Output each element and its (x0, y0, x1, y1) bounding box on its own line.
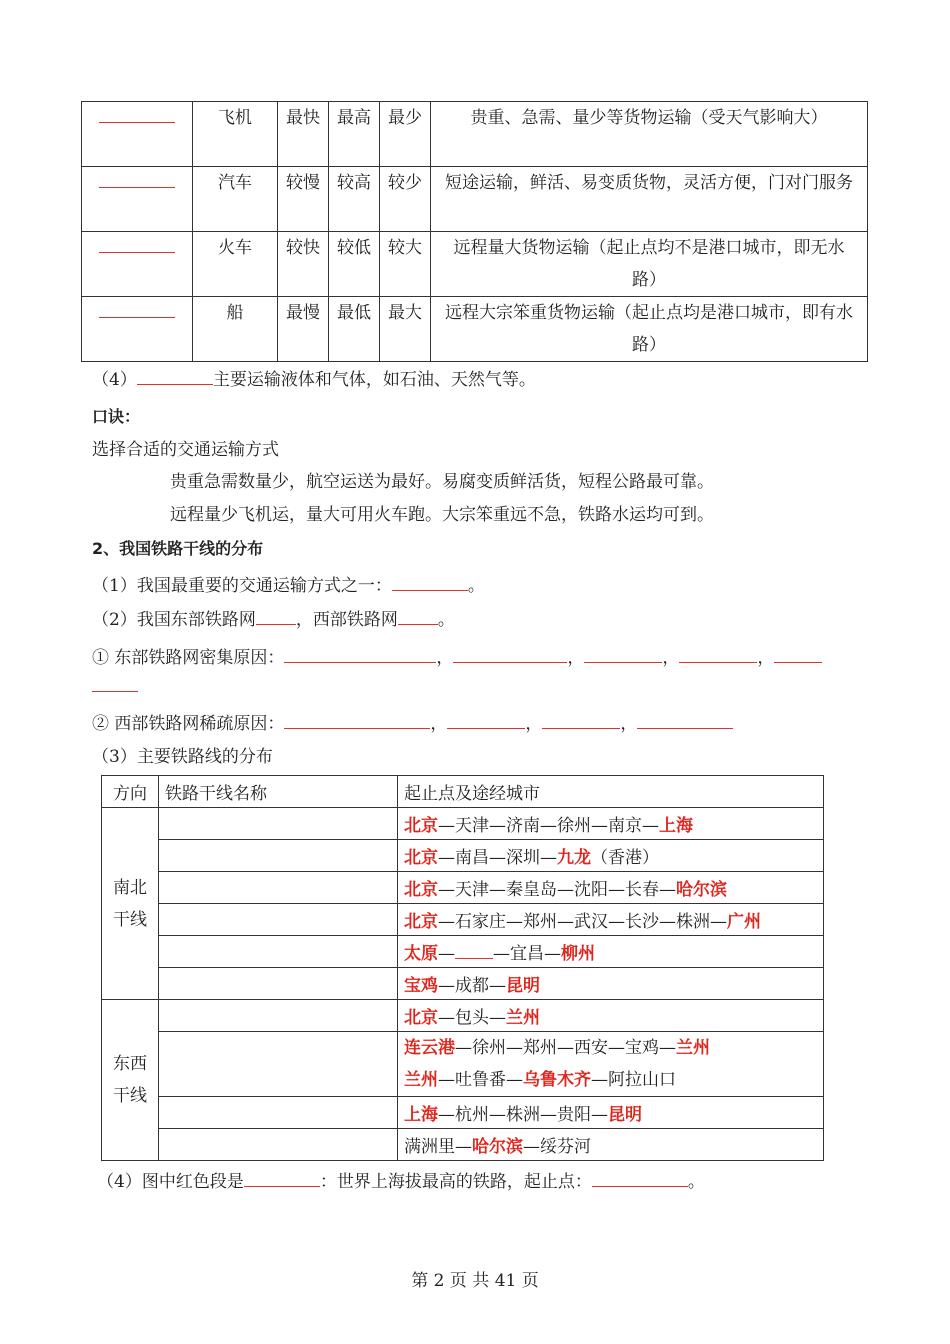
stations-cell: 北京—天津—济南—徐州—南京—上海 (398, 808, 824, 840)
question-2: （2）我国东部铁路网 ，西部铁路网 。 (92, 605, 455, 630)
answer-blank (584, 645, 662, 663)
stations-cell: 宝鸡—成都—昆明 (398, 968, 824, 1000)
desc-cell: 贵重、急需、量少等货物运输（受天气影响大） (431, 102, 868, 167)
stations-cell: 上海—杭州—株洲—贵阳—昆明 (398, 1097, 824, 1129)
question-4-red-segment: （4）图中红色段是 ：世界上海拔最高的铁路，起止点： 。 (97, 1167, 705, 1192)
stations-cell: 北京—天津—秦皇岛—沈阳—长春—哈尔滨 (398, 872, 824, 904)
answer-blank (398, 607, 438, 625)
desc-cell: 远程量大货物运输（起止点均不是港口城市，即无水路） (431, 232, 868, 297)
line-name-blank (159, 1097, 398, 1129)
east-reason-cont (92, 674, 138, 697)
speed-cell: 最慢 (278, 297, 329, 362)
stations-cell: 满洲里—哈尔滨—绥芬河 (398, 1129, 824, 1161)
question-3: （3）主要铁路线的分布 (92, 747, 273, 767)
line-name-blank (159, 936, 398, 968)
line-name-blank (159, 904, 398, 936)
mode-cell: 飞机 (193, 102, 278, 167)
table-header-row (102, 776, 824, 808)
answer-blank (542, 711, 620, 729)
table-row (102, 872, 824, 904)
line-name-blank (159, 872, 398, 904)
speed-cell: 较慢 (278, 167, 329, 232)
stations-cell: 连云港—徐州—郑州—西安—宝鸡—兰州 兰州—吐鲁番—乌鲁木齐—阿拉山口 (398, 1032, 824, 1097)
table-row (102, 936, 824, 968)
line-name-blank (159, 1129, 398, 1161)
question-1: （1）我国最重要的交通运输方式之一： 。 (92, 571, 485, 596)
table-row (102, 904, 824, 936)
table-row (102, 1129, 824, 1161)
volume-cell: 较少 (380, 167, 431, 232)
line-name-blank (159, 968, 398, 1000)
table-row (82, 232, 868, 297)
cost-cell: 较低 (329, 232, 380, 297)
answer-blank (392, 573, 468, 591)
pipeline-question: （4） 主要运输液体和气体，如石油、天然气等。 (92, 365, 536, 390)
answer-blank (774, 645, 822, 663)
answer-blank (447, 711, 525, 729)
answer-blank (592, 1169, 688, 1187)
answer-blank (679, 645, 757, 663)
mnemonic-line: 贵重急需数量少，航空运送为最好。易腐变质鲜活货，短程公路最可靠。 (170, 472, 714, 492)
table-row (102, 1000, 824, 1032)
table-row (82, 297, 868, 362)
mnemonic-title: 口诀： (92, 407, 141, 426)
table-row (102, 1097, 824, 1129)
answer-blank (92, 674, 138, 692)
west-reason: ② 西部铁路网稀疏原因： ， ， ， (92, 709, 733, 734)
answer-blank-cell (82, 102, 193, 167)
header-line-name: 铁路干线名称 (159, 776, 398, 808)
stations-cell: 太原— —宜昌—柳州 (398, 936, 824, 968)
table-row (82, 102, 868, 167)
answer-blank (637, 711, 733, 729)
answer-blank (284, 645, 436, 663)
volume-cell: 最大 (380, 297, 431, 362)
transport-table (81, 101, 868, 362)
volume-cell: 较大 (380, 232, 431, 297)
mode-cell: 火车 (193, 232, 278, 297)
table-row (82, 167, 868, 232)
desc-cell: 远程大宗笨重货物运输（起止点均是港口城市，即有水路） (431, 297, 868, 362)
east-reason: ① 东部铁路网密集原因： ， ， ， ， (92, 643, 822, 668)
mode-cell: 汽车 (193, 167, 278, 232)
answer-blank (137, 367, 213, 385)
cost-cell: 最高 (329, 102, 380, 167)
line-name-blank (159, 1032, 398, 1097)
answer-blank (244, 1169, 320, 1187)
answer-blank-cell (82, 167, 193, 232)
cost-cell: 较高 (329, 167, 380, 232)
stations-cell: 北京—南昌—深圳—九龙（香港） (398, 840, 824, 872)
speed-cell: 最快 (278, 102, 329, 167)
speed-cell: 较快 (278, 232, 329, 297)
answer-blank-cell (82, 297, 193, 362)
line-name-blank (159, 1000, 398, 1032)
answer-blank (284, 711, 430, 729)
header-stations: 起止点及途经城市 (398, 776, 824, 808)
table-row (102, 840, 824, 872)
table-row (102, 808, 824, 840)
stations-cell: 北京—石家庄—郑州—武汉—长沙—株洲—广州 (398, 904, 824, 936)
direction-east-west: 东西干线 (102, 1000, 159, 1161)
line-name-blank (159, 840, 398, 872)
line-name-blank (159, 808, 398, 840)
stations-cell: 北京—包头—兰州 (398, 1000, 824, 1032)
table-row (102, 1032, 824, 1097)
railway-table (101, 775, 824, 1161)
header-direction: 方向 (102, 776, 159, 808)
answer-blank (453, 645, 567, 663)
direction-north-south: 南北干线 (102, 808, 159, 1000)
mnemonic-line: 远程量少飞机运，量大可用火车跑。大宗笨重远不急，铁路水运均可到。 (170, 505, 714, 525)
answer-blank (256, 607, 296, 625)
volume-cell: 最少 (380, 102, 431, 167)
cost-cell: 最低 (329, 297, 380, 362)
table-row (102, 968, 824, 1000)
mode-cell: 船 (193, 297, 278, 362)
desc-cell: 短途运输，鲜活、易变质货物，灵活方便，门对门服务 (431, 167, 868, 232)
mnemonic-subtitle: 选择合适的交通运输方式 (92, 440, 279, 460)
answer-blank-cell (82, 232, 193, 297)
page-footer: 第 2 页 共 41 页 (411, 1271, 539, 1291)
section-title: 2、我国铁路干线的分布 (92, 539, 264, 558)
